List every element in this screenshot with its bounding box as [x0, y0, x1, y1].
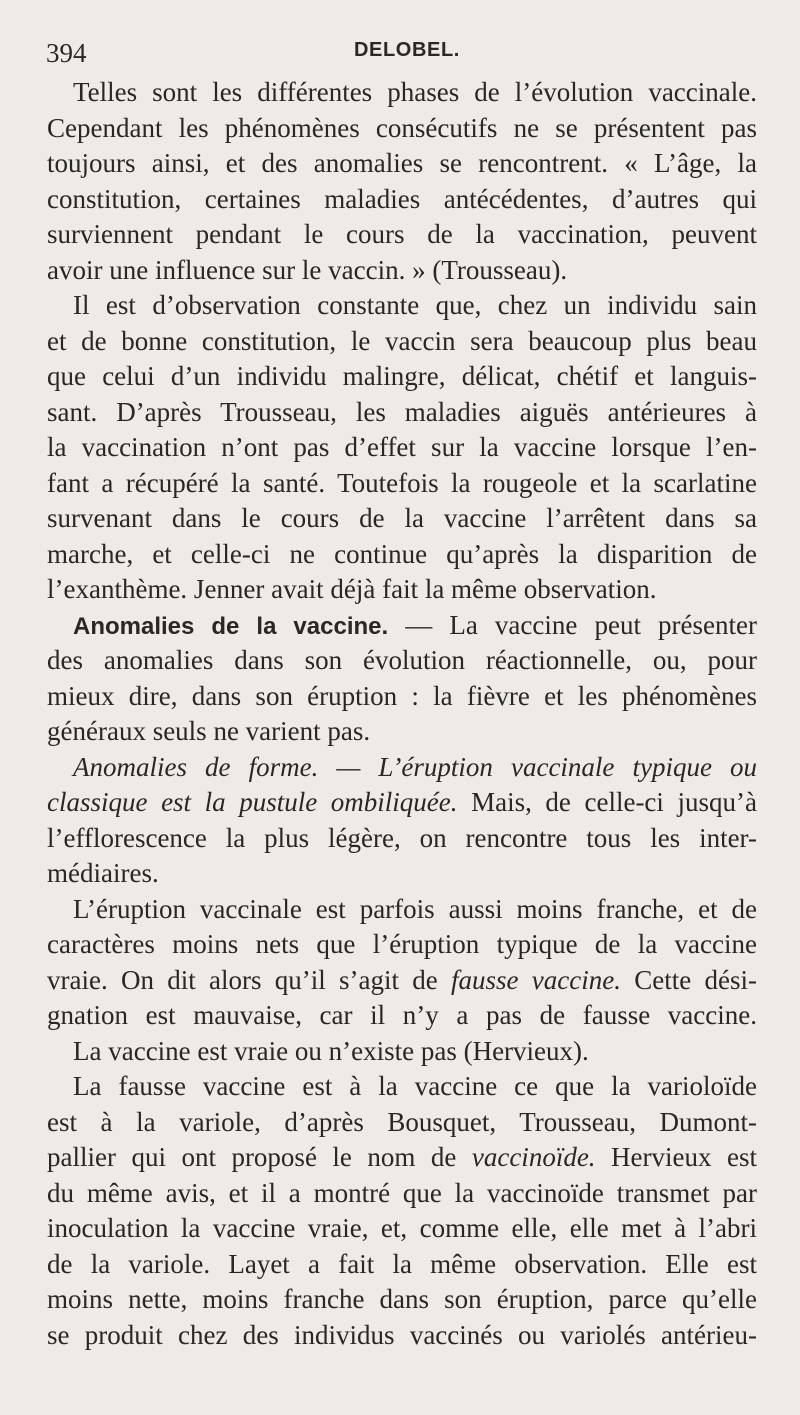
text-run: caractères moins nets que l’éruption typique de la vaccine — [47, 929, 757, 959]
text-run: constitution, certaines maladies antécédentes, d’autres qui — [47, 183, 757, 214]
text-run: que celui d’un individu malingre, délicat, chétif et languis- — [47, 361, 757, 391]
text-run: Cependant les phénomènes consécutifs ne se présentent pas — [47, 112, 757, 143]
text-line — [47, 75, 757, 111]
text-line — [47, 1105, 757, 1141]
text-run: sant. D’après Trousseau, les maladies aiguës antérieures à — [47, 396, 757, 427]
text-line — [47, 182, 757, 218]
text-run: de la variole. Layet a fait la même observation. Elle est — [47, 1248, 757, 1279]
text-run: Mais, de celle-ci jusqu’à — [457, 787, 757, 817]
text-line — [47, 1211, 757, 1247]
text-run: marche, et celle-ci ne continue qu’après la disparition de — [47, 538, 757, 569]
running-title: DELOBEL. — [354, 39, 460, 61]
text-run: mieux dire, dans son éruption : la fièvre et les phénomènes — [47, 680, 757, 711]
text-run: se produit chez des individus vaccinés ou variolés antérieu- — [47, 1319, 757, 1350]
text-line — [47, 217, 757, 253]
text-line — [47, 111, 757, 147]
text-line — [47, 288, 757, 324]
text-line — [47, 643, 757, 679]
text-run: la vaccination n’ont pas d’effet sur la vaccine lorsque l’en- — [47, 432, 757, 462]
text-run: et de bonne constitution, le vaccin sera beaucoup plus beau — [47, 325, 757, 356]
text-line — [47, 324, 757, 360]
text-run: La fausse vaccine est à la vaccine ce que la varioloïde — [73, 1071, 757, 1101]
text-run: l’efflorescence la plus légère, on rencontre tous les inter- — [47, 822, 757, 853]
text-line — [47, 785, 757, 821]
section-heading: Anomalies de la vaccine. — [73, 612, 389, 640]
text-line — [47, 608, 757, 644]
text-line — [47, 1318, 757, 1354]
text-run: L’éruption vaccinale est parfois aussi moins franche, et de — [73, 893, 757, 924]
text-run: La vaccine est vraie ou n’existe pas (Hervieux). — [73, 1035, 589, 1066]
text-line — [47, 1034, 757, 1070]
text-line — [47, 1069, 757, 1105]
text-line — [47, 714, 757, 750]
italic-text: Anomalies de forme. — L’éruption vaccinale typique ou — [73, 751, 757, 782]
text-run: Il est d’observation constante que, chez un individu sain — [73, 290, 757, 320]
text-run: pallier qui ont proposé le nom de — [47, 1142, 472, 1172]
text-line — [47, 537, 757, 573]
text-line — [47, 359, 757, 395]
text-line — [47, 821, 757, 857]
text-line — [47, 856, 757, 892]
text-line — [47, 466, 757, 502]
italic-text: vaccinoïde. — [471, 1142, 596, 1172]
text-run: Telles sont les différentes phases de l’évolution vaccinale. — [73, 77, 757, 107]
page-number: 394 — [46, 38, 87, 68]
text-run: moins nette, moins franche dans son éruption, parce qu’elle — [47, 1284, 757, 1314]
italic-text: fausse vaccine. — [451, 964, 621, 995]
text-line — [47, 679, 757, 715]
text-run: vraie. On dit alors qu’il s’agit de — [47, 964, 452, 995]
text-run: toujours ainsi, et des anomalies se rencontrent. « L’âge, la — [47, 148, 757, 178]
italic-text: classique est la pustule ombiliquée. — [47, 787, 458, 817]
text-line — [47, 572, 757, 608]
text-run: avoir une influence sur le vaccin. » (Trousseau). — [47, 254, 568, 285]
text-line — [47, 927, 757, 963]
text-run: médiaires. — [47, 858, 159, 888]
text-line — [47, 1140, 757, 1176]
text-line — [47, 892, 757, 928]
text-run: du même avis, et il a montré que la vaccinoïde transmet par — [47, 1177, 757, 1208]
running-head — [46, 30, 756, 70]
text-run: des anomalies dans son évolution réactionnelle, ou, pour — [47, 645, 757, 675]
text-line — [47, 395, 757, 431]
text-line — [47, 501, 757, 537]
text-run: Cette dési- — [621, 964, 757, 995]
text-line — [47, 146, 757, 182]
text-line — [47, 1282, 757, 1318]
text-run: fant a récupéré la santé. Toutefois la rougeole et la scarlatine — [47, 467, 757, 498]
text-line — [47, 253, 757, 289]
text-run: — La vaccine peut présenter — [388, 609, 757, 640]
text-run: est à la variole, d’après Bousquet, Trousseau, Dumont- — [47, 1106, 757, 1137]
text-line — [47, 430, 757, 466]
text-run: inoculation la vaccine vraie, et, comme elle, elle met à l’abri — [47, 1213, 757, 1243]
text-line — [47, 963, 757, 999]
text-run: Hervieux est — [595, 1142, 757, 1172]
text-run: gnation est mauvaise, car il n’y a pas de fausse vaccine. — [47, 1000, 757, 1030]
body-text — [47, 75, 757, 1353]
text-run: survenant dans le cours de la vaccine l’arrêtent dans sa — [47, 503, 757, 533]
text-line — [47, 1247, 757, 1283]
text-run: généraux seuls ne varient pas. — [47, 716, 371, 746]
text-run: l’exanthème. Jenner avait déjà fait la même observation. — [47, 574, 657, 604]
text-run: surviennent pendant le cours de la vaccination, peuvent — [47, 219, 757, 249]
text-line — [47, 1176, 757, 1212]
text-line — [47, 750, 757, 786]
text-line — [47, 998, 757, 1034]
